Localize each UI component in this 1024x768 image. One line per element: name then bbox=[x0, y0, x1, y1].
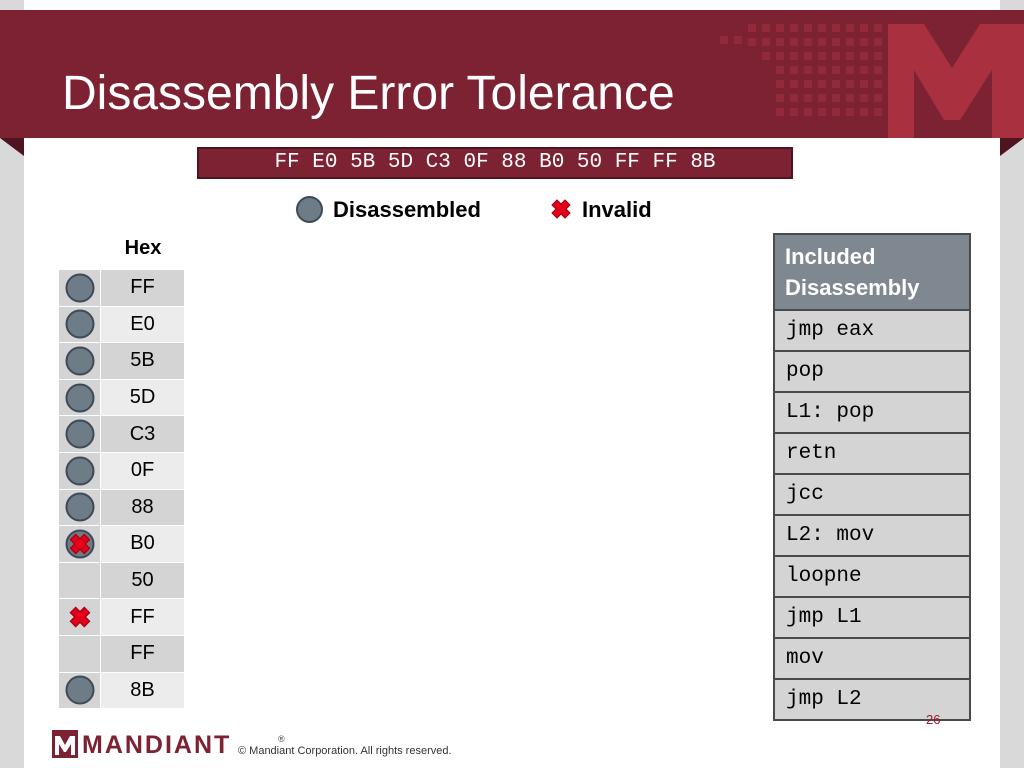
hex-row-marker bbox=[59, 416, 101, 453]
hex-byte-value: B0 bbox=[101, 526, 185, 563]
banner-fold-right bbox=[1000, 138, 1024, 156]
disassembly-table-header: Included Disassembly bbox=[774, 234, 970, 310]
hex-row bbox=[59, 635, 185, 672]
hex-row-marker bbox=[59, 489, 101, 526]
disassembled-circle-icon bbox=[296, 196, 323, 223]
disassembly-row bbox=[774, 474, 970, 515]
copyright-notice: © Mandiant Corporation. All rights reserved. bbox=[238, 745, 452, 757]
hex-row-marker bbox=[59, 526, 101, 563]
disassembly-row bbox=[774, 679, 970, 720]
hex-byte-value: 5D bbox=[101, 379, 185, 416]
legend-invalid-label: Invalid bbox=[582, 197, 652, 222]
invalid-x-icon bbox=[548, 196, 574, 222]
page-number: 26 bbox=[926, 712, 941, 727]
disassembled-circle-icon bbox=[65, 456, 94, 485]
hex-byte-strip: FF E0 5B 5D C3 0F 88 B0 50 FF FF 8B bbox=[197, 147, 793, 179]
hex-row bbox=[59, 306, 185, 343]
included-disassembly-table bbox=[773, 233, 971, 721]
hex-byte-value: FF bbox=[101, 599, 185, 636]
slide-title: Disassembly Error Tolerance bbox=[62, 67, 675, 120]
hex-byte-value: 88 bbox=[101, 489, 185, 526]
disassembly-instruction: loopne bbox=[774, 556, 970, 597]
disassembly-instruction: jmp L2 bbox=[774, 679, 970, 720]
disassembly-row bbox=[774, 310, 970, 351]
hex-byte-value: 5B bbox=[101, 343, 185, 380]
hex-row bbox=[59, 489, 185, 526]
logo-m-block bbox=[52, 730, 78, 758]
hex-row-marker bbox=[59, 343, 101, 380]
disassembly-row bbox=[774, 638, 970, 679]
disassembly-instruction: L2: mov bbox=[774, 515, 970, 556]
title-banner bbox=[0, 10, 1024, 138]
disassembled-circle-icon bbox=[65, 383, 94, 412]
disassembled-circle-icon bbox=[65, 346, 94, 375]
disassembly-row bbox=[774, 433, 970, 474]
disassembly-instruction: jcc bbox=[774, 474, 970, 515]
disassembled-circle-icon bbox=[65, 493, 94, 522]
hex-row-marker bbox=[59, 306, 101, 343]
hex-row bbox=[59, 599, 185, 636]
disassembled-circle-icon bbox=[65, 420, 94, 449]
invalid-x-icon bbox=[66, 603, 94, 631]
logo-wordmark: MANDIANT bbox=[82, 731, 232, 759]
hex-row-marker bbox=[59, 635, 101, 672]
hex-byte-table bbox=[58, 269, 185, 709]
legend-disassembled-label: Disassembled bbox=[333, 197, 481, 222]
disassembly-instruction: retn bbox=[774, 433, 970, 474]
registered-mark: ® bbox=[278, 734, 285, 744]
banner-fold-left bbox=[0, 138, 24, 156]
disassembled-circle-icon bbox=[65, 310, 94, 339]
hex-row-marker bbox=[59, 452, 101, 489]
hex-byte-value: 50 bbox=[101, 562, 185, 599]
hex-row bbox=[59, 526, 185, 563]
invalid-x-icon bbox=[66, 530, 94, 558]
hex-byte-value: 0F bbox=[101, 452, 185, 489]
hex-row-marker bbox=[59, 379, 101, 416]
disassembly-instruction: L1: pop bbox=[774, 392, 970, 433]
hex-byte-value: FF bbox=[101, 270, 185, 307]
disassembly-row bbox=[774, 556, 970, 597]
disassembly-instruction: pop bbox=[774, 351, 970, 392]
hex-column-header: Hex bbox=[124, 237, 162, 259]
hex-row bbox=[59, 416, 185, 453]
hex-row-marker bbox=[59, 270, 101, 307]
hex-row bbox=[59, 452, 185, 489]
disassembly-row bbox=[774, 351, 970, 392]
disassembly-row bbox=[774, 597, 970, 638]
hex-byte-value: E0 bbox=[101, 306, 185, 343]
hex-row bbox=[59, 270, 185, 307]
disassembly-instruction: jmp eax bbox=[774, 310, 970, 351]
hex-row bbox=[59, 672, 185, 709]
disassembled-circle-icon bbox=[65, 273, 94, 302]
disassembly-row bbox=[774, 392, 970, 433]
hex-byte-value: C3 bbox=[101, 416, 185, 453]
hex-byte-value: FF bbox=[101, 635, 185, 672]
disassembly-instruction: jmp L1 bbox=[774, 597, 970, 638]
hex-row-marker bbox=[59, 599, 101, 636]
disassembly-row bbox=[774, 515, 970, 556]
hex-byte-value: 8B bbox=[101, 672, 185, 709]
disassembly-instruction: mov bbox=[774, 638, 970, 679]
hex-row bbox=[59, 379, 185, 416]
hex-row bbox=[59, 562, 185, 599]
hex-row bbox=[59, 343, 185, 380]
hex-row-marker bbox=[59, 672, 101, 709]
hex-row-marker bbox=[59, 562, 101, 599]
disassembled-circle-icon bbox=[65, 676, 94, 705]
